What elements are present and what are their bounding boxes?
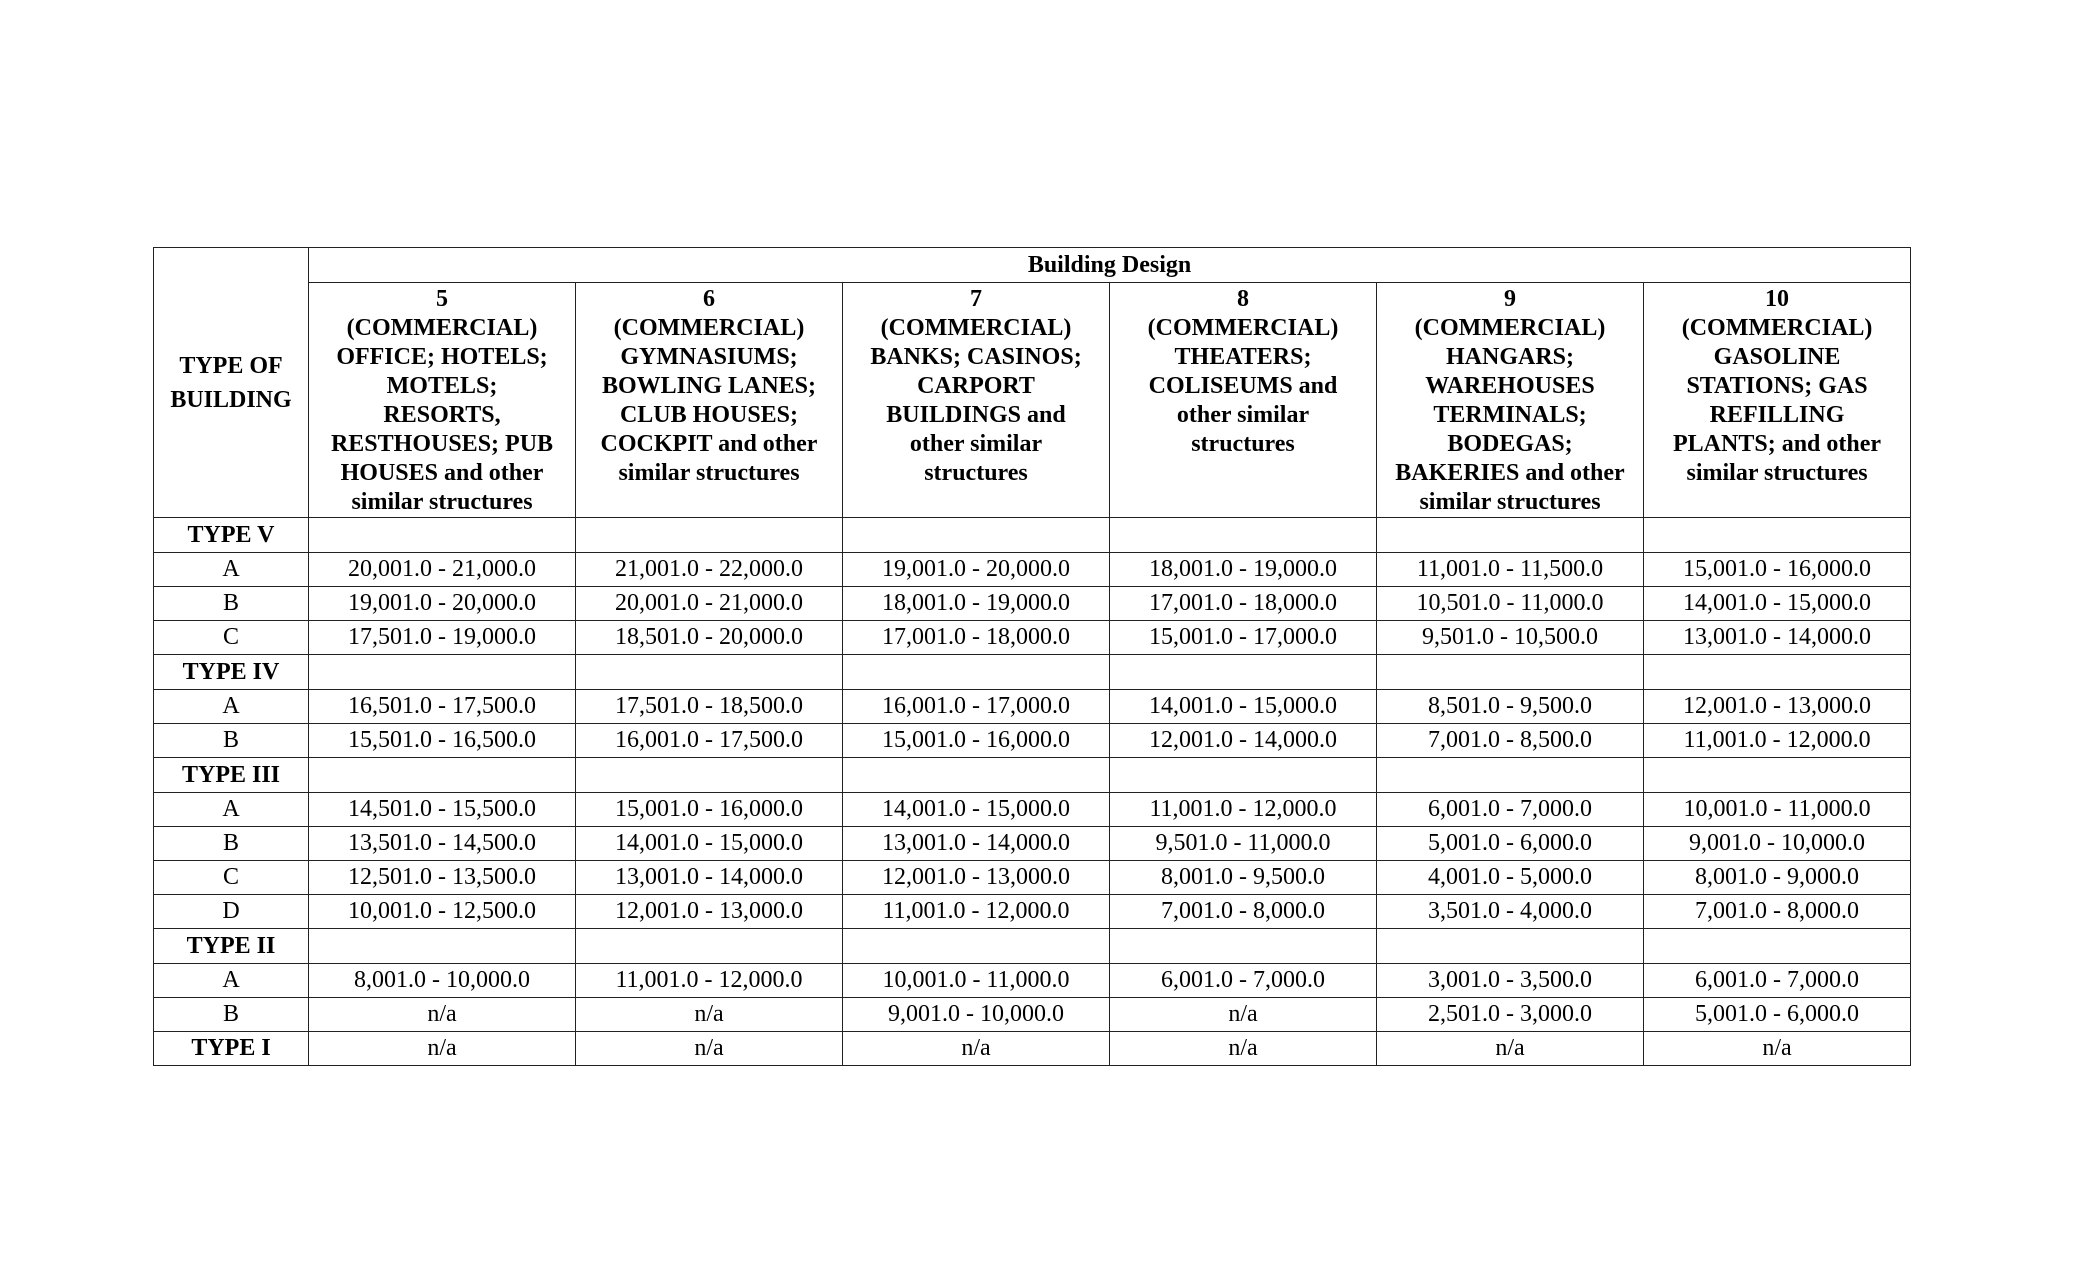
table-row xyxy=(154,827,1911,861)
design-column-line: BAKERIES and other xyxy=(1395,460,1625,486)
building-type-label: TYPE IV xyxy=(154,655,309,690)
design-column-line: (COMMERCIAL) xyxy=(880,315,1072,341)
cost-range-cell: 17,001.0 - 18,000.0 xyxy=(843,621,1110,655)
design-column-header xyxy=(1377,283,1644,518)
cost-range-cell: 14,501.0 - 15,500.0 xyxy=(309,793,576,827)
header-row-categories xyxy=(154,283,1911,518)
table-row xyxy=(154,964,1911,998)
cost-range-cell: 20,001.0 - 21,000.0 xyxy=(309,553,576,587)
cost-range-cell: 12,001.0 - 14,000.0 xyxy=(1110,724,1377,758)
design-column-line: other similar xyxy=(909,431,1043,457)
design-column-number: 6 xyxy=(703,286,715,312)
design-column-header xyxy=(1110,283,1377,518)
empty-cell xyxy=(576,655,843,690)
cost-range-cell: 20,001.0 - 21,000.0 xyxy=(576,587,843,621)
table-row xyxy=(154,690,1911,724)
cost-range-cell: 3,001.0 - 3,500.0 xyxy=(1377,964,1644,998)
design-column-line: CLUB HOUSES; xyxy=(619,402,799,428)
design-column-line: BUILDINGS and xyxy=(886,402,1066,428)
design-column-number: 8 xyxy=(1237,286,1249,312)
subtype-label: C xyxy=(154,861,309,895)
table-row xyxy=(154,861,1911,895)
building-design-table xyxy=(153,247,1911,1066)
subtype-label: A xyxy=(154,690,309,724)
group-row xyxy=(154,655,1911,690)
cost-range-cell: 14,001.0 - 15,000.0 xyxy=(843,793,1110,827)
cost-range-cell: 11,001.0 - 12,000.0 xyxy=(1110,793,1377,827)
cost-range-cell: 15,001.0 - 16,000.0 xyxy=(576,793,843,827)
cost-range-cell: 16,501.0 - 17,500.0 xyxy=(309,690,576,724)
design-column-line: THEATERS; xyxy=(1174,344,1312,370)
table-row xyxy=(154,793,1911,827)
cost-range-cell: n/a xyxy=(309,998,576,1032)
cost-range-cell: 13,001.0 - 14,000.0 xyxy=(843,827,1110,861)
design-column-number: 7 xyxy=(970,286,982,312)
cost-range-cell: 16,001.0 - 17,500.0 xyxy=(576,724,843,758)
empty-cell xyxy=(1377,655,1644,690)
cost-range-cell: n/a xyxy=(1110,1032,1377,1066)
group-row xyxy=(154,758,1911,793)
building-type-label: TYPE I xyxy=(154,1032,309,1066)
cost-range-cell: 14,001.0 - 15,000.0 xyxy=(576,827,843,861)
table-body xyxy=(154,518,1911,1066)
cost-range-cell: 10,001.0 - 11,000.0 xyxy=(1644,793,1911,827)
design-column-line: structures xyxy=(1191,431,1295,457)
empty-cell xyxy=(576,758,843,793)
cost-range-cell: 14,001.0 - 15,000.0 xyxy=(1110,690,1377,724)
design-column-line: COLISEUMS and xyxy=(1148,373,1338,399)
cost-range-cell: 6,001.0 - 7,000.0 xyxy=(1644,964,1911,998)
design-column-line: HOUSES and other xyxy=(340,460,544,486)
empty-cell xyxy=(1644,929,1911,964)
design-column-line: OFFICE; HOTELS; xyxy=(336,344,548,370)
table-row xyxy=(154,895,1911,929)
cost-range-cell: 12,501.0 - 13,500.0 xyxy=(309,861,576,895)
cost-range-cell: 16,001.0 - 17,000.0 xyxy=(843,690,1110,724)
header-row-design xyxy=(154,248,1911,283)
type-of-building-header: TYPE OF BUILDING xyxy=(154,248,309,518)
design-column-line: GYMNASIUMS; xyxy=(620,344,798,370)
empty-cell xyxy=(1377,758,1644,793)
cost-range-cell: 21,001.0 - 22,000.0 xyxy=(576,553,843,587)
cost-range-cell: 8,001.0 - 9,000.0 xyxy=(1644,861,1911,895)
empty-cell xyxy=(309,655,576,690)
cost-range-cell: 5,001.0 - 6,000.0 xyxy=(1644,998,1911,1032)
cost-range-cell: 8,001.0 - 9,500.0 xyxy=(1110,861,1377,895)
cost-range-cell: 6,001.0 - 7,000.0 xyxy=(1110,964,1377,998)
design-column-number: 9 xyxy=(1504,286,1516,312)
cost-range-cell: 10,001.0 - 12,500.0 xyxy=(309,895,576,929)
cost-range-cell: n/a xyxy=(576,1032,843,1066)
subtype-label: A xyxy=(154,553,309,587)
empty-cell xyxy=(1644,518,1911,553)
cost-range-cell: 8,001.0 - 10,000.0 xyxy=(309,964,576,998)
design-column-header xyxy=(1644,283,1911,518)
subtype-label: D xyxy=(154,895,309,929)
table-row xyxy=(154,553,1911,587)
cost-range-cell: 7,001.0 - 8,500.0 xyxy=(1377,724,1644,758)
cost-range-cell: n/a xyxy=(1110,998,1377,1032)
cost-range-cell: 15,001.0 - 16,000.0 xyxy=(1644,553,1911,587)
design-column-line: RESTHOUSES; PUB xyxy=(330,431,554,457)
design-column-header xyxy=(843,283,1110,518)
design-column-header xyxy=(309,283,576,518)
empty-cell xyxy=(1110,929,1377,964)
cost-range-cell: n/a xyxy=(576,998,843,1032)
empty-cell xyxy=(1110,518,1377,553)
design-column-line: BOWLING LANES; xyxy=(601,373,817,399)
cost-range-cell: 15,001.0 - 17,000.0 xyxy=(1110,621,1377,655)
design-column-line: (COMMERCIAL) xyxy=(346,315,538,341)
cost-range-cell: 5,001.0 - 6,000.0 xyxy=(1377,827,1644,861)
table-header xyxy=(154,248,1911,518)
subtype-label: B xyxy=(154,724,309,758)
empty-cell xyxy=(843,758,1110,793)
design-column-line: BANKS; CASINOS; xyxy=(870,344,1082,370)
table-row xyxy=(154,724,1911,758)
group-row xyxy=(154,929,1911,964)
table-row xyxy=(154,998,1911,1032)
design-column-line: (COMMERCIAL) xyxy=(1414,315,1606,341)
cost-range-cell: 13,501.0 - 14,500.0 xyxy=(309,827,576,861)
design-column-number: 10 xyxy=(1765,286,1790,312)
cost-range-cell: 15,501.0 - 16,500.0 xyxy=(309,724,576,758)
design-column-line: similar structures xyxy=(1419,489,1601,515)
subtype-label: C xyxy=(154,621,309,655)
cost-range-cell: 15,001.0 - 16,000.0 xyxy=(843,724,1110,758)
empty-cell xyxy=(309,929,576,964)
cost-range-cell: n/a xyxy=(1377,1032,1644,1066)
cost-range-cell: 4,001.0 - 5,000.0 xyxy=(1377,861,1644,895)
cost-range-cell: 14,001.0 - 15,000.0 xyxy=(1644,587,1911,621)
subtype-label: B xyxy=(154,587,309,621)
cost-range-cell: 11,001.0 - 12,000.0 xyxy=(1644,724,1911,758)
cost-range-cell: 19,001.0 - 20,000.0 xyxy=(843,553,1110,587)
cost-range-cell: 11,001.0 - 12,000.0 xyxy=(576,964,843,998)
building-type-label: TYPE III xyxy=(154,758,309,793)
table-row-type-i xyxy=(154,1032,1911,1066)
design-column-line: similar structures xyxy=(1686,460,1868,486)
empty-cell xyxy=(309,518,576,553)
table-row xyxy=(154,621,1911,655)
cost-range-cell: 13,001.0 - 14,000.0 xyxy=(576,861,843,895)
cost-range-cell: 10,501.0 - 11,000.0 xyxy=(1377,587,1644,621)
building-type-label: TYPE II xyxy=(154,929,309,964)
design-column-line: TERMINALS; xyxy=(1433,402,1587,428)
cost-range-cell: 13,001.0 - 14,000.0 xyxy=(1644,621,1911,655)
subtype-label: A xyxy=(154,793,309,827)
cost-range-cell: 18,001.0 - 19,000.0 xyxy=(843,587,1110,621)
design-column-line: (COMMERCIAL) xyxy=(1681,315,1873,341)
empty-cell xyxy=(1377,929,1644,964)
cost-range-cell: 2,501.0 - 3,000.0 xyxy=(1377,998,1644,1032)
empty-cell xyxy=(1110,655,1377,690)
cost-range-cell: n/a xyxy=(1644,1032,1911,1066)
design-column-line: other similar xyxy=(1176,402,1310,428)
design-column-header xyxy=(576,283,843,518)
cost-range-cell: 11,001.0 - 12,000.0 xyxy=(843,895,1110,929)
design-column-line: structures xyxy=(924,460,1028,486)
empty-cell xyxy=(843,518,1110,553)
cost-range-cell: 12,001.0 - 13,000.0 xyxy=(1644,690,1911,724)
cost-range-cell: n/a xyxy=(843,1032,1110,1066)
empty-cell xyxy=(1377,518,1644,553)
empty-cell xyxy=(576,518,843,553)
design-column-line: MOTELS; xyxy=(386,373,498,399)
cost-range-cell: 7,001.0 - 8,000.0 xyxy=(1644,895,1911,929)
design-column-line: similar structures xyxy=(618,460,800,486)
cost-range-cell: 18,001.0 - 19,000.0 xyxy=(1110,553,1377,587)
cost-range-cell: 10,001.0 - 11,000.0 xyxy=(843,964,1110,998)
cost-range-cell: 9,001.0 - 10,000.0 xyxy=(1644,827,1911,861)
cost-range-cell: 9,001.0 - 10,000.0 xyxy=(843,998,1110,1032)
cost-range-cell: 12,001.0 - 13,000.0 xyxy=(843,861,1110,895)
cost-range-cell: 8,501.0 - 9,500.0 xyxy=(1377,690,1644,724)
design-column-line: RESORTS, xyxy=(383,402,501,428)
empty-cell xyxy=(1644,758,1911,793)
empty-cell xyxy=(1644,655,1911,690)
design-column-line: PLANTS; and other xyxy=(1673,431,1882,457)
cost-range-cell: 3,501.0 - 4,000.0 xyxy=(1377,895,1644,929)
empty-cell xyxy=(843,655,1110,690)
building-design-header: Building Design xyxy=(309,248,1911,283)
cost-range-cell: 11,001.0 - 11,500.0 xyxy=(1377,553,1644,587)
empty-cell xyxy=(1110,758,1377,793)
design-column-line: HANGARS; xyxy=(1445,344,1574,370)
empty-cell xyxy=(576,929,843,964)
design-column-line: WAREHOUSES xyxy=(1425,373,1595,399)
design-column-line: CARPORT xyxy=(917,373,1035,399)
design-column-line: STATIONS; GAS xyxy=(1686,373,1868,399)
design-column-line: (COMMERCIAL) xyxy=(1147,315,1339,341)
subtype-label: B xyxy=(154,998,309,1032)
document-page xyxy=(153,247,1911,1066)
empty-cell xyxy=(309,758,576,793)
empty-cell xyxy=(843,929,1110,964)
cost-range-cell: 9,501.0 - 10,500.0 xyxy=(1377,621,1644,655)
design-column-line: (COMMERCIAL) xyxy=(613,315,805,341)
design-column-line: GASOLINE xyxy=(1713,344,1841,370)
cost-range-cell: 19,001.0 - 20,000.0 xyxy=(309,587,576,621)
cost-range-cell: 18,501.0 - 20,000.0 xyxy=(576,621,843,655)
design-column-line: REFILLING xyxy=(1709,402,1845,428)
cost-range-cell: 17,501.0 - 19,000.0 xyxy=(309,621,576,655)
cost-range-cell: 17,001.0 - 18,000.0 xyxy=(1110,587,1377,621)
design-column-line: similar structures xyxy=(351,489,533,515)
cost-range-cell: 6,001.0 - 7,000.0 xyxy=(1377,793,1644,827)
cost-range-cell: 9,501.0 - 11,000.0 xyxy=(1110,827,1377,861)
subtype-label: B xyxy=(154,827,309,861)
cost-range-cell: n/a xyxy=(309,1032,576,1066)
design-column-line: COCKPIT and other xyxy=(600,431,818,457)
group-row xyxy=(154,518,1911,553)
building-type-label: TYPE V xyxy=(154,518,309,553)
table-row xyxy=(154,587,1911,621)
cost-range-cell: 12,001.0 - 13,000.0 xyxy=(576,895,843,929)
subtype-label: A xyxy=(154,964,309,998)
cost-range-cell: 17,501.0 - 18,500.0 xyxy=(576,690,843,724)
design-column-line: BODEGAS; xyxy=(1447,431,1573,457)
cost-range-cell: 7,001.0 - 8,000.0 xyxy=(1110,895,1377,929)
design-column-number: 5 xyxy=(436,286,448,312)
